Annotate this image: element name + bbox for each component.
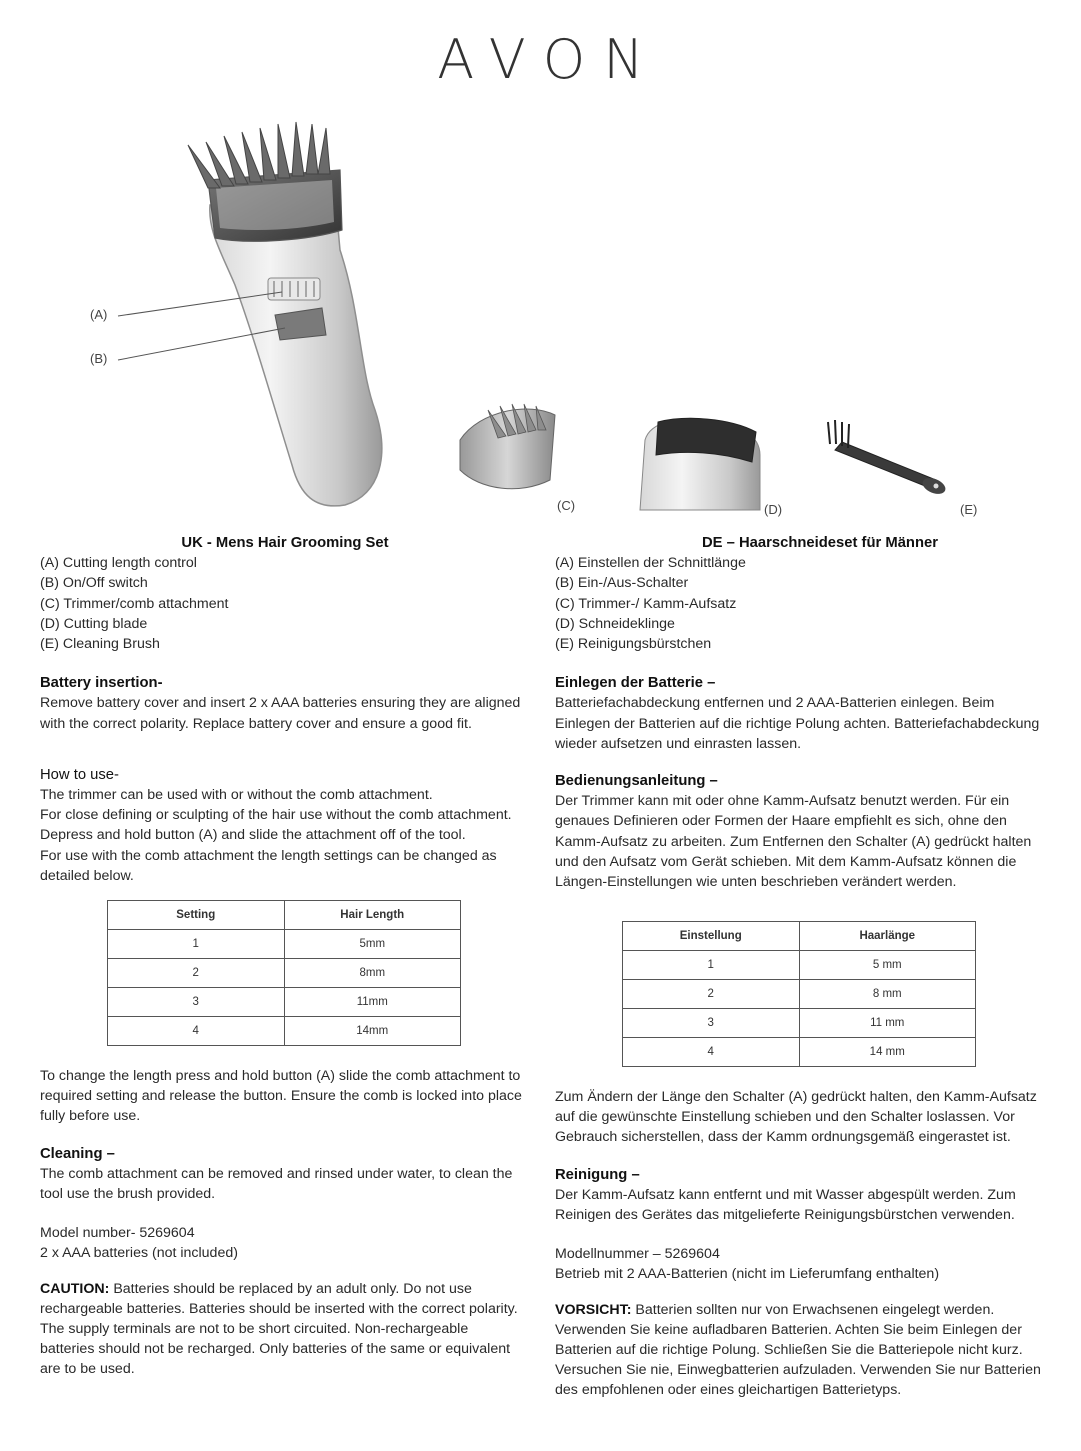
de-caution-text: Batterien sollten nur von Erwachsenen eingelegt werden. Verwenden Sie keine aufladbaren Batterien. Achten Sie beim Einlegen der Batterien auf die richtige Polung. Schließen Sie die Batteriepole nicht kurz. Versuchen Sie nie, Einwegbatterien aufzuladen. Verwenden Sie nur Batterien des empfohlenen oder eines gleichartigen Batterietyps. [555,1301,1041,1399]
uk-caution-section [40,1279,525,1380]
cleaning-brush [828,420,948,497]
de-battery-section [555,673,1045,754]
de-battery-heading: Einlegen der Batterie – [555,675,716,692]
uk-parts-list [40,553,530,654]
uk-table-cell: 11mm [284,988,461,1017]
uk-battery-heading: Battery insertion- [40,675,163,692]
uk-table-cell: 14mm [284,1017,461,1046]
de-part-d: (D) Schneideklinge [555,615,675,632]
uk-table-cell: 2 [108,959,285,988]
de-change-text: Zum Ändern der Länge den Schalter (A) gedrückt halten, den Kamm-Aufsatz auf die gewünschte Einstellung schieben und den Schalter loslassen. Vor Gebrauch sicherstellen, dass der Kamm ordnungsgemäß eingerastet ist. [555,1089,1037,1146]
de-caution-section [555,1300,1045,1401]
comb-attachment [460,404,555,489]
table-header-row [623,922,976,951]
de-lower-column [555,1087,1045,1401]
uk-part-e: (E) Cleaning Brush [40,636,160,653]
cutting-blade [640,418,760,510]
uk-table-header-setting: Setting [108,901,285,930]
de-length-table [622,921,976,1067]
de-howto-text: Der Trimmer kann mit oder ohne Kamm-Aufsatz benutzt werden. Für ein genaues Definieren oder Formen der Haare empfiehlt es sich, ohne den Kamm-Aufsatz zu arbeiten. Zum Entfernen den Schalter (A) gedrückt halten und den Aufsatz vom Gerät schieben. Mit dem Kamm-Aufsatz können die Längen-Einstellungen wie unten beschrieben verändert werden. [555,793,1032,891]
table-row [108,988,461,1017]
de-title: DE – Haarschneideset für Männer [701,535,938,551]
length-control [268,278,320,300]
uk-howto-section [40,765,530,886]
table-row [108,1017,461,1046]
uk-howto-heading: How to use- [40,766,119,783]
uk-part-a: (A) Cutting length control [40,555,197,572]
de-cleaning-heading: Reinigung – [555,1166,640,1183]
uk-column [40,533,530,886]
table-row [623,980,976,1009]
uk-howto-line-2: For close defining or sculpting of the hair use without the comb attachment. [40,807,512,824]
table-row [623,951,976,980]
uk-model-section [40,1223,525,1263]
uk-table-header-length: Hair Length [284,901,461,930]
figure-label-e: (E) [960,502,978,517]
uk-howto-line-4: For use with the comb attachment the length settings can be changed as detailed below. [40,847,497,884]
de-cleaning-text: Der Kamm-Aufsatz kann entfernt und mit Wasser abgespült werden. Zum Reinigen des Gerätes das mitgelieferte Reinigungsbürstchen verwenden. [555,1186,1016,1224]
uk-caution-text: Batteries should be replaced by an adult only. Do not use rechargeable batteries. Batteries should be inserted with the correct polarity. The supply terminals are not to be short circuited. Non-rechargeable batteries should not be recharged. Only batteries of the same or equivalent are to be used. [40,1280,518,1378]
de-model-number: Modellnummer – 5269604 [555,1246,720,1263]
de-model-section [555,1244,1045,1284]
figure-label-a: (A) [90,307,108,322]
table-header-row [108,901,461,930]
uk-howto-line-1: The trimmer can be used with or without the comb attachment. [40,787,433,804]
uk-part-d: (D) Cutting blade [40,615,148,632]
figure-label-b: (B) [90,351,108,366]
uk-table-cell: 1 [108,930,285,959]
uk-length-table [107,900,461,1046]
product-illustration [60,110,1020,530]
table-row [623,1009,976,1038]
uk-cleaning-heading: Cleaning – [40,1145,115,1162]
de-part-a: (A) Einstellen der Schnittlänge [555,555,746,572]
de-cleaning-section [555,1165,1045,1226]
figure-label-d: (D) [764,502,783,517]
brand-logo: AVON [437,28,662,91]
de-table-cell: 5 mm [799,951,976,980]
uk-howto-line-3: Depress and hold button (A) and slide the attachment off of the tool. [40,827,466,844]
uk-battery-section [40,673,530,734]
de-table-cell: 11 mm [799,1009,976,1038]
uk-part-b: (B) On/Off switch [40,575,148,592]
de-column [555,533,1045,892]
figure-label-c: (C) [557,498,576,513]
de-parts-list [555,553,1045,654]
uk-table-cell: 5mm [284,930,461,959]
de-table-cell: 2 [623,980,800,1009]
de-table-header-setting: Einstellung [623,922,800,951]
uk-batteries-note: 2 x AAA batteries (not included) [40,1245,238,1262]
de-table-cell: 4 [623,1038,800,1067]
de-table-cell: 1 [623,951,800,980]
uk-table-cell: 8mm [284,959,461,988]
de-table-header-length: Haarlänge [799,922,976,951]
uk-lower-column [40,1066,525,1380]
uk-cleaning-section [40,1144,525,1205]
uk-model-number: Model number- 5269604 [40,1225,195,1242]
uk-caution-label: CAUTION: [40,1280,110,1297]
uk-table-cell: 4 [108,1017,285,1046]
de-caution-label: VORSICHT: [555,1301,632,1318]
de-table-cell: 8 mm [799,980,976,1009]
de-howto-section [555,771,1045,892]
table-row [108,959,461,988]
de-part-c: (C) Trimmer-/ Kamm-Aufsatz [555,595,737,612]
product-diagram [60,110,1020,530]
uk-part-c: (C) Trimmer/comb attachment [40,595,229,612]
uk-change-text: To change the length press and hold button (A) slide the comb attachment to required setting and release the button. Ensure the comb is locked into place fully before use. [40,1068,522,1125]
de-howto-heading: Bedienungsanleitung – [555,773,718,790]
uk-cleaning-text: The comb attachment can be removed and rinsed under water, to clean the tool use the brush provided. [40,1165,513,1203]
de-battery-text: Batteriefachabdeckung entfernen und 2 AAA-Batterien einlegen. Beim Einlegen der Batterien auf die richtige Polung achten. Batteriefachabdeckung wieder aufsetzen und einrasten lassen. [555,695,1040,752]
de-part-e: (E) Reinigungsbürstchen [555,636,712,653]
uk-title: UK - Mens Hair Grooming Set [181,535,389,551]
table-row [623,1038,976,1067]
de-batteries-note: Betrieb mit 2 AAA-Batterien (nicht im Lieferumfang enthalten) [555,1266,940,1283]
de-part-b: (B) Ein-/Aus-Schalter [555,575,689,592]
uk-battery-text: Remove battery cover and insert 2 x AAA batteries ensuring they are aligned with the correct polarity. Replace battery cover and ensure a good fit. [40,695,521,732]
uk-table-cell: 3 [108,988,285,1017]
de-table-cell: 3 [623,1009,800,1038]
table-row [108,930,461,959]
de-table-cell: 14 mm [799,1038,976,1067]
